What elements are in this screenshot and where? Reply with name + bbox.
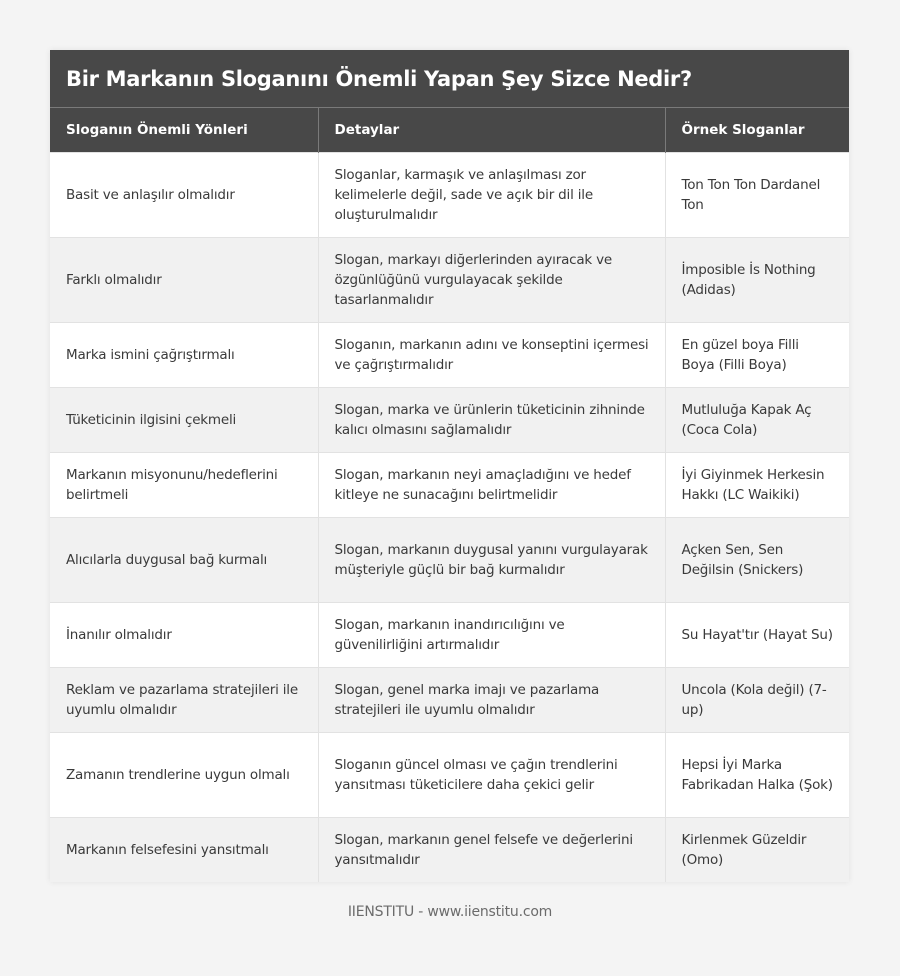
cell-aspect: Tüketicinin ilgisini çekmeli	[50, 387, 318, 452]
cell-details: Slogan, markanın genel felsefe ve değerlerini yansıtmalıdır	[318, 817, 665, 882]
cell-example: Hepsi İyi Marka Fabrikadan Halka (Şok)	[665, 732, 849, 817]
cell-details: Sloganın güncel olması ve çağın trendlerini yansıtması tüketicilere daha çekici gelir	[318, 732, 665, 817]
table-row	[50, 817, 849, 882]
cell-aspect: Marka ismini çağrıştırmalı	[50, 322, 318, 387]
table-row	[50, 732, 849, 817]
slogan-table	[50, 108, 849, 882]
column-header-details: Detaylar	[318, 108, 665, 152]
slogan-table-card	[50, 50, 849, 882]
footer-credit: IIENSTITU - www.iienstitu.com	[347, 904, 553, 920]
cell-aspect: İnanılır olmalıdır	[50, 602, 318, 667]
cell-example: En güzel boya Filli Boya (Filli Boya)	[665, 322, 849, 387]
cell-aspect: Alıcılarla duygusal bağ kurmalı	[50, 517, 318, 602]
cell-example: Uncola (Kola değil) (7-up)	[665, 667, 849, 732]
cell-details: Slogan, markanın neyi amaçladığını ve hedef kitleye ne sunacağını belirtmelidir	[318, 452, 665, 517]
cell-example: Su Hayat'tır (Hayat Su)	[665, 602, 849, 667]
column-header-examples: Örnek Sloganlar	[665, 108, 849, 152]
cell-aspect: Basit ve anlaşılır olmalıdır	[50, 152, 318, 237]
cell-details: Slogan, genel marka imajı ve pazarlama stratejileri ile uyumlu olmalıdır	[318, 667, 665, 732]
table-row	[50, 237, 849, 322]
cell-details: Sloganın, markanın adını ve konseptini içermesi ve çağrıştırmalıdır	[318, 322, 665, 387]
cell-example: İyi Giyinmek Herkesin Hakkı (LC Waikiki)	[665, 452, 849, 517]
cell-details: Slogan, markanın duygusal yanını vurgulayarak müşteriyle güçlü bir bağ kurmalıdır	[318, 517, 665, 602]
cell-aspect: Reklam ve pazarlama stratejileri ile uyumlu olmalıdır	[50, 667, 318, 732]
cell-aspect: Markanın felsefesini yansıtmalı	[50, 817, 318, 882]
column-header-aspect: Sloganın Önemli Yönleri	[50, 108, 318, 152]
cell-details: Sloganlar, karmaşık ve anlaşılması zor kelimelerle değil, sade ve açık bir dil ile oluşturulmalıdır	[318, 152, 665, 237]
table-row	[50, 152, 849, 237]
cell-example: İmposible İs Nothing (Adidas)	[665, 237, 849, 322]
table-row	[50, 602, 849, 667]
cell-details: Slogan, marka ve ürünlerin tüketicinin zihninde kalıcı olmasını sağlamalıdır	[318, 387, 665, 452]
table-row	[50, 667, 849, 732]
table-row	[50, 517, 849, 602]
cell-aspect: Zamanın trendlerine uygun olmalı	[50, 732, 318, 817]
cell-example: Kirlenmek Güzeldir (Omo)	[665, 817, 849, 882]
cell-aspect: Markanın misyonunu/hedeflerini belirtmeli	[50, 452, 318, 517]
cell-aspect: Farklı olmalıdır	[50, 237, 318, 322]
table-row	[50, 322, 849, 387]
table-row	[50, 452, 849, 517]
cell-details: Slogan, markanın inandırıcılığını ve güvenilirliğini artırmalıdır	[318, 602, 665, 667]
table-header-row	[50, 108, 849, 152]
table-title: Bir Markanın Sloganını Önemli Yapan Şey Sizce Nedir?	[50, 50, 849, 108]
cell-example: Açken Sen, Sen Değilsin (Snickers)	[665, 517, 849, 602]
cell-details: Slogan, markayı diğerlerinden ayıracak ve özgünlüğünü vurgulayacak şekilde tasarlanmalıdır	[318, 237, 665, 322]
cell-example: Mutluluğa Kapak Aç (Coca Cola)	[665, 387, 849, 452]
table-row	[50, 387, 849, 452]
cell-example: Ton Ton Ton Dardanel Ton	[665, 152, 849, 237]
